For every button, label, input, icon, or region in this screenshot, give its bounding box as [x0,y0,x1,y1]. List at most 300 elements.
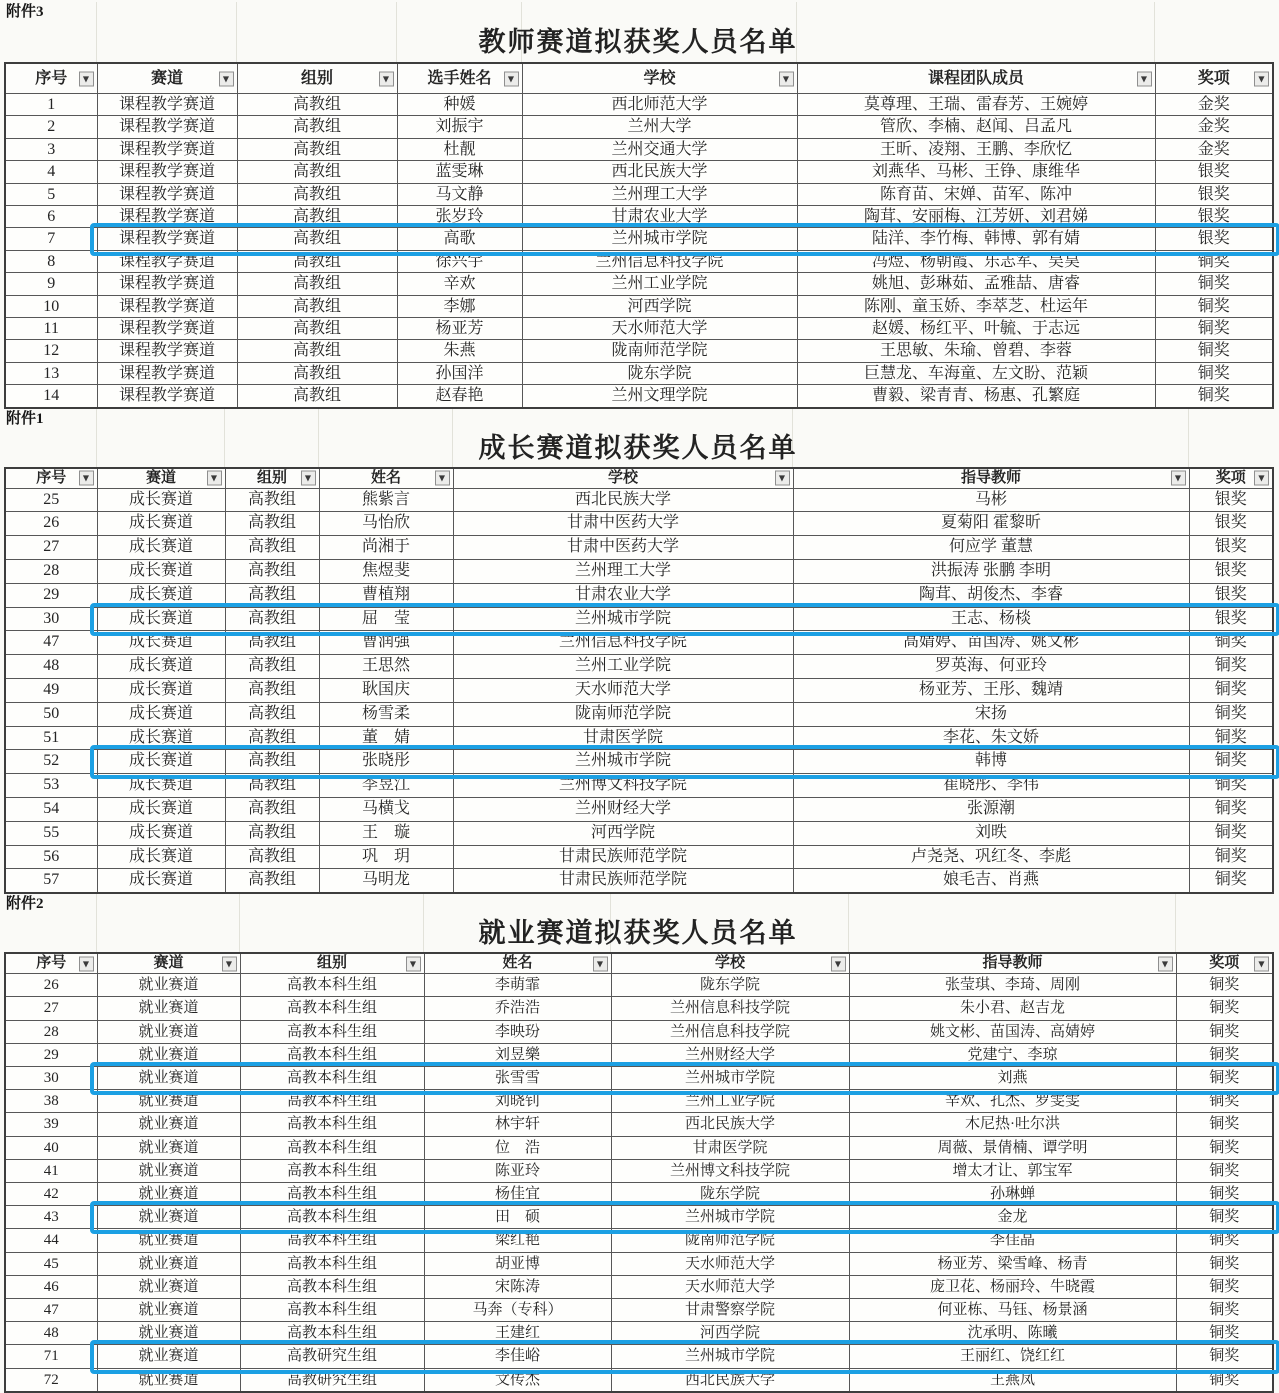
cell[interactable]: 52 [5,750,97,774]
cell[interactable]: 42 [5,1183,97,1206]
cell[interactable]: 王思然 [319,655,453,679]
cell[interactable]: 刘昳 [793,821,1189,845]
cell[interactable]: 13 [5,362,97,384]
cell[interactable]: 成长赛道 [97,702,225,726]
cell[interactable]: 银奖 [1189,512,1273,536]
column-header[interactable] [237,63,397,94]
cell[interactable]: 甘肃医学院 [453,726,793,750]
cell[interactable]: 25 [5,488,97,512]
cell[interactable]: 就业赛道 [97,1113,240,1136]
cell[interactable]: 兰州工业学院 [611,1090,849,1113]
cell[interactable]: 72 [5,1368,97,1392]
cell[interactable]: 10 [5,295,97,317]
cell[interactable]: 高教组 [237,273,397,295]
cell[interactable]: 尚湘于 [319,536,453,560]
cell[interactable]: 甘肃农业大学 [522,206,797,228]
cell[interactable]: 高教本科生组 [240,1136,424,1159]
cell[interactable]: 就业赛道 [97,1229,240,1252]
cell[interactable]: 杨亚芳 [397,318,522,340]
cell[interactable]: 12 [5,340,97,362]
cell[interactable]: 成长赛道 [97,679,225,703]
cell[interactable]: 徐兴宇 [397,250,522,272]
cell[interactable]: 李娜 [397,295,522,317]
cell[interactable]: 兰州财经大学 [453,798,793,822]
cell[interactable]: 课程教学赛道 [97,385,237,408]
cell[interactable]: 兰州城市学院 [611,1206,849,1229]
cell[interactable]: 高教组 [237,138,397,160]
cell[interactable]: 陇南师范学院 [522,340,797,362]
cell[interactable]: 成长赛道 [97,512,225,536]
cell[interactable]: 铜奖 [1176,1345,1273,1368]
cell[interactable]: 43 [5,1206,97,1229]
cell[interactable]: 兰州财经大学 [611,1043,849,1066]
cell[interactable]: 兰州城市学院 [522,228,797,250]
cell[interactable]: 47 [5,1299,97,1322]
cell[interactable]: 高教组 [225,798,319,822]
cell[interactable]: 马文静 [397,183,522,205]
cell[interactable]: 何亚栋、马钰、杨景涵 [849,1299,1176,1322]
filter-arrow-icon[interactable]: ▼ [1254,71,1269,86]
cell[interactable]: 8 [5,250,97,272]
column-header[interactable] [793,468,1189,489]
cell[interactable]: 韩博 [793,750,1189,774]
cell[interactable]: 成长赛道 [97,821,225,845]
cell[interactable]: 马奔（专科） [424,1299,611,1322]
cell[interactable]: 铜奖 [1176,1136,1273,1159]
cell[interactable]: 甘肃中医药大学 [453,512,793,536]
cell[interactable]: 姚旭、彭琳茹、孟雅喆、唐睿 [797,273,1155,295]
cell[interactable]: 兰州城市学院 [611,1345,849,1368]
cell[interactable]: 甘肃警察学院 [611,1299,849,1322]
cell[interactable]: 姚文彬、苗国涛、高婧婷 [849,1020,1176,1043]
cell[interactable]: 高教组 [225,750,319,774]
cell[interactable]: 增太才让、郭宝军 [849,1159,1176,1182]
cell[interactable]: 53 [5,774,97,798]
filter-arrow-icon[interactable]: ▼ [79,956,94,971]
cell[interactable]: 乔浩浩 [424,997,611,1020]
filter-arrow-icon[interactable]: ▼ [593,956,608,971]
cell[interactable]: 高教本科生组 [240,1252,424,1275]
cell[interactable]: 兰州工业学院 [453,655,793,679]
cell[interactable]: 55 [5,821,97,845]
cell[interactable]: 高教组 [237,385,397,408]
cell[interactable]: 银奖 [1189,560,1273,584]
cell[interactable]: 成长赛道 [97,655,225,679]
cell[interactable]: 48 [5,1322,97,1345]
cell[interactable]: 天水师范大学 [611,1275,849,1298]
cell[interactable]: 高教组 [225,583,319,607]
cell[interactable]: 高教组 [225,631,319,655]
cell[interactable]: 李萌霏 [424,974,611,997]
cell[interactable]: 西北民族大学 [522,161,797,183]
cell[interactable]: 王思敏、朱瑜、曾碧、李蓉 [797,340,1155,362]
cell[interactable]: 铜奖 [1189,655,1273,679]
cell[interactable]: 莫尊理、王瑞、雷春芳、王婉婷 [797,94,1155,116]
cell[interactable]: 高教本科生组 [240,1206,424,1229]
cell[interactable]: 辛欢 [397,273,522,295]
cell[interactable]: 课程教学赛道 [97,250,237,272]
cell[interactable]: 银奖 [1155,206,1273,228]
cell[interactable]: 就业赛道 [97,1275,240,1298]
cell[interactable]: 铜奖 [1176,974,1273,997]
cell[interactable]: 铜奖 [1176,1368,1273,1392]
cell[interactable]: 陆洋、李竹梅、韩博、郭有婧 [797,228,1155,250]
cell[interactable]: 56 [5,845,97,869]
cell[interactable]: 高教本科生组 [240,1043,424,1066]
cell[interactable]: 课程教学赛道 [97,318,237,340]
cell[interactable]: 陇东学院 [611,1183,849,1206]
cell[interactable]: 李映玢 [424,1020,611,1043]
cell[interactable]: 兰州工业学院 [522,273,797,295]
cell[interactable]: 河西学院 [611,1322,849,1345]
cell[interactable]: 兰州城市学院 [453,750,793,774]
cell[interactable]: 铜奖 [1189,726,1273,750]
cell[interactable]: 高教组 [237,183,397,205]
cell[interactable]: 银奖 [1155,228,1273,250]
cell[interactable]: 何应学 董慧 [793,536,1189,560]
cell[interactable]: 兰州信息科技学院 [611,997,849,1020]
cell[interactable]: 高教组 [225,655,319,679]
cell[interactable]: 铜奖 [1189,798,1273,822]
cell[interactable]: 木尼热·吐尔洪 [849,1113,1176,1136]
cell[interactable]: 甘肃中医药大学 [453,536,793,560]
cell[interactable]: 李花、朱文娇 [793,726,1189,750]
cell[interactable]: 38 [5,1090,97,1113]
cell[interactable]: 铜奖 [1189,821,1273,845]
cell[interactable]: 李佳峪 [424,1345,611,1368]
cell[interactable]: 46 [5,1275,97,1298]
cell[interactable]: 铜奖 [1176,1322,1273,1345]
cell[interactable]: 铜奖 [1176,1043,1273,1066]
cell[interactable]: 周薇、景倩楠、谭学明 [849,1136,1176,1159]
cell[interactable]: 宋扬 [793,702,1189,726]
cell[interactable]: 就业赛道 [97,1183,240,1206]
cell[interactable]: 高教组 [237,161,397,183]
cell[interactable]: 30 [5,607,97,631]
cell[interactable]: 高教研究生组 [240,1345,424,1368]
cell[interactable]: 成长赛道 [97,488,225,512]
cell[interactable]: 51 [5,726,97,750]
cell[interactable]: 就业赛道 [97,1322,240,1345]
column-header[interactable] [1189,468,1273,489]
cell[interactable]: 铜奖 [1176,1206,1273,1229]
cell[interactable]: 杨亚芳、梁雪峰、杨青 [849,1252,1176,1275]
cell[interactable]: 管欣、李楠、赵闻、吕孟凡 [797,116,1155,138]
filter-arrow-icon[interactable]: ▼ [504,71,519,86]
cell[interactable]: 就业赛道 [97,1020,240,1043]
column-header[interactable] [97,953,240,974]
cell[interactable]: 陈亚玲 [424,1159,611,1182]
cell[interactable]: 高教组 [225,845,319,869]
cell[interactable]: 铜奖 [1189,750,1273,774]
cell[interactable]: 孙国洋 [397,362,522,384]
column-header[interactable] [453,468,793,489]
cell[interactable]: 高教组 [225,679,319,703]
cell[interactable]: 蓝雯琳 [397,161,522,183]
cell[interactable]: 高教组 [237,94,397,116]
filter-arrow-icon[interactable]: ▼ [775,471,790,486]
cell[interactable]: 课程教学赛道 [97,116,237,138]
cell[interactable]: 天水师范大学 [611,1252,849,1275]
cell[interactable]: 董 婧 [319,726,453,750]
cell[interactable]: 高教组 [237,318,397,340]
cell[interactable]: 西北民族大学 [611,1113,849,1136]
cell[interactable]: 兰州城市学院 [453,607,793,631]
cell[interactable]: 杜靓 [397,138,522,160]
cell[interactable]: 熊紫言 [319,488,453,512]
cell[interactable]: 马明龙 [319,869,453,893]
cell[interactable]: 陇南师范学院 [611,1229,849,1252]
cell[interactable]: 梁红艳 [424,1229,611,1252]
cell[interactable]: 铜奖 [1176,1299,1273,1322]
filter-arrow-icon[interactable]: ▼ [1171,471,1186,486]
cell[interactable]: 29 [5,583,97,607]
cell[interactable]: 4 [5,161,97,183]
cell[interactable]: 河西学院 [522,295,797,317]
cell[interactable]: 文传杰 [424,1368,611,1392]
cell[interactable]: 71 [5,1345,97,1368]
cell[interactable]: 40 [5,1136,97,1159]
cell[interactable]: 39 [5,1113,97,1136]
cell[interactable]: 就业赛道 [97,997,240,1020]
cell[interactable]: 铜奖 [1176,1090,1273,1113]
cell[interactable]: 高教组 [225,512,319,536]
cell[interactable]: 就业赛道 [97,1345,240,1368]
cell[interactable]: 44 [5,1229,97,1252]
cell[interactable]: 3 [5,138,97,160]
cell[interactable]: 兰州文理学院 [522,385,797,408]
cell[interactable]: 银奖 [1155,183,1273,205]
cell[interactable]: 甘肃民族师范学院 [453,845,793,869]
cell[interactable]: 成长赛道 [97,631,225,655]
column-header[interactable] [5,953,97,974]
cell[interactable]: 高教组 [237,362,397,384]
cell[interactable]: 高教本科生组 [240,1183,424,1206]
column-header[interactable] [397,63,522,94]
cell[interactable]: 高教组 [237,228,397,250]
cell[interactable]: 就业赛道 [97,974,240,997]
cell[interactable]: 张源潮 [793,798,1189,822]
cell[interactable]: 5 [5,183,97,205]
cell[interactable]: 曹植翔 [319,583,453,607]
cell[interactable]: 高教本科生组 [240,1067,424,1090]
column-header[interactable] [5,63,97,94]
cell[interactable]: 铜奖 [1176,1275,1273,1298]
cell[interactable]: 26 [5,974,97,997]
cell[interactable]: 1 [5,94,97,116]
cell[interactable]: 高教本科生组 [240,997,424,1020]
cell[interactable]: 王建红 [424,1322,611,1345]
cell[interactable]: 28 [5,1020,97,1043]
cell[interactable]: 成长赛道 [97,560,225,584]
cell[interactable]: 刘振宇 [397,116,522,138]
cell[interactable]: 陇东学院 [611,974,849,997]
filter-arrow-icon[interactable]: ▼ [406,956,421,971]
cell[interactable]: 高婧婷、苗国涛、姚文彬 [793,631,1189,655]
cell[interactable]: 铜奖 [1189,845,1273,869]
cell[interactable]: 14 [5,385,97,408]
cell[interactable]: 甘肃农业大学 [453,583,793,607]
cell[interactable]: 田 硕 [424,1206,611,1229]
cell[interactable]: 50 [5,702,97,726]
cell[interactable]: 杨佳宜 [424,1183,611,1206]
cell[interactable]: 刘燕华、马彬、王铮、康维华 [797,161,1155,183]
cell[interactable]: 巩 玥 [319,845,453,869]
cell[interactable]: 王丽红、饶红红 [849,1345,1176,1368]
cell[interactable]: 成长赛道 [97,583,225,607]
cell[interactable]: 耿国庆 [319,679,453,703]
cell[interactable]: 孙琳蝉 [849,1183,1176,1206]
column-header[interactable] [225,468,319,489]
cell[interactable]: 兰州博文科技学院 [453,774,793,798]
filter-arrow-icon[interactable]: ▼ [1137,71,1152,86]
cell[interactable]: 9 [5,273,97,295]
cell[interactable]: 胡亚博 [424,1252,611,1275]
cell[interactable]: 金奖 [1155,138,1273,160]
cell[interactable]: 铜奖 [1189,631,1273,655]
cell[interactable]: 成长赛道 [97,869,225,893]
cell[interactable]: 兰州交通大学 [522,138,797,160]
cell[interactable]: 就业赛道 [97,1090,240,1113]
cell[interactable]: 西北师范大学 [522,94,797,116]
cell[interactable]: 57 [5,869,97,893]
cell[interactable]: 党建宁、李琼 [849,1043,1176,1066]
cell[interactable]: 就业赛道 [97,1136,240,1159]
cell[interactable]: 刘燕 [849,1067,1176,1090]
cell[interactable]: 王 璇 [319,821,453,845]
cell[interactable]: 金龙 [849,1206,1176,1229]
cell[interactable]: 高教组 [225,536,319,560]
cell[interactable]: 铜奖 [1155,340,1273,362]
column-header[interactable] [1176,953,1273,974]
cell[interactable]: 朱燕 [397,340,522,362]
cell[interactable]: 西北民族大学 [453,488,793,512]
filter-arrow-icon[interactable]: ▼ [219,71,234,86]
cell[interactable]: 49 [5,679,97,703]
cell[interactable]: 高教组 [225,774,319,798]
filter-arrow-icon[interactable]: ▼ [79,471,94,486]
cell[interactable]: 陇南师范学院 [453,702,793,726]
cell[interactable]: 河西学院 [453,821,793,845]
cell[interactable]: 高教组 [225,607,319,631]
cell[interactable]: 兰州城市学院 [611,1067,849,1090]
cell[interactable]: 兰州信息科技学院 [611,1020,849,1043]
cell[interactable]: 甘肃医学院 [611,1136,849,1159]
cell[interactable]: 铜奖 [1176,1183,1273,1206]
cell[interactable]: 铜奖 [1189,679,1273,703]
cell[interactable]: 高教组 [237,295,397,317]
column-header[interactable] [849,953,1176,974]
cell[interactable]: 银奖 [1189,607,1273,631]
cell[interactable]: 成长赛道 [97,845,225,869]
cell[interactable]: 高教本科生组 [240,1020,424,1043]
cell[interactable]: 娘毛吉、肖燕 [793,869,1189,893]
column-header[interactable] [424,953,611,974]
cell[interactable]: 7 [5,228,97,250]
cell[interactable]: 张雪雪 [424,1067,611,1090]
cell[interactable]: 屈 莹 [319,607,453,631]
filter-arrow-icon[interactable]: ▼ [779,71,794,86]
cell[interactable]: 西北民族大学 [611,1368,849,1392]
cell[interactable]: 课程教学赛道 [97,273,237,295]
cell[interactable]: 马怡欣 [319,512,453,536]
column-header[interactable] [611,953,849,974]
cell[interactable]: 陶茸、胡俊杰、李睿 [793,583,1189,607]
cell[interactable]: 铜奖 [1176,997,1273,1020]
cell[interactable]: 种媛 [397,94,522,116]
column-header[interactable] [97,468,225,489]
cell[interactable]: 成长赛道 [97,774,225,798]
column-header[interactable] [522,63,797,94]
cell[interactable]: 高教本科生组 [240,1113,424,1136]
cell[interactable]: 铜奖 [1189,869,1273,893]
cell[interactable]: 高教组 [237,250,397,272]
cell[interactable]: 金奖 [1155,116,1273,138]
cell[interactable]: 铜奖 [1155,385,1273,408]
cell[interactable]: 陈育苗、宋婵、苗军、陈冲 [797,183,1155,205]
filter-arrow-icon[interactable]: ▼ [1254,471,1269,486]
cell[interactable]: 48 [5,655,97,679]
cell[interactable]: 铜奖 [1176,1229,1273,1252]
cell[interactable]: 陶茸、安丽梅、江芳妍、刘君娣 [797,206,1155,228]
cell[interactable]: 就业赛道 [97,1206,240,1229]
cell[interactable]: 刘晓钊 [424,1090,611,1113]
cell[interactable]: 就业赛道 [97,1043,240,1066]
cell[interactable]: 铜奖 [1155,318,1273,340]
cell[interactable]: 张莹琪、李琦、周刚 [849,974,1176,997]
cell[interactable]: 课程教学赛道 [97,362,237,384]
cell[interactable]: 铜奖 [1155,295,1273,317]
cell[interactable]: 成长赛道 [97,798,225,822]
column-header[interactable] [797,63,1155,94]
cell[interactable]: 课程教学赛道 [97,161,237,183]
cell[interactable]: 课程教学赛道 [97,295,237,317]
cell[interactable]: 高教组 [237,116,397,138]
cell[interactable]: 课程教学赛道 [97,138,237,160]
cell[interactable]: 罗英海、何亚玲 [793,655,1189,679]
cell[interactable]: 兰州博文科技学院 [611,1159,849,1182]
cell[interactable]: 兰州理工大学 [522,183,797,205]
cell[interactable]: 高教组 [237,340,397,362]
filter-arrow-icon[interactable]: ▼ [379,71,394,86]
cell[interactable]: 成长赛道 [97,750,225,774]
cell[interactable]: 银奖 [1189,488,1273,512]
cell[interactable]: 杨雪柔 [319,702,453,726]
cell[interactable]: 高教组 [225,821,319,845]
cell[interactable]: 宋陈涛 [424,1275,611,1298]
cell[interactable]: 29 [5,1043,97,1066]
column-header[interactable] [97,63,237,94]
cell[interactable]: 高教组 [225,702,319,726]
filter-arrow-icon[interactable]: ▼ [79,71,94,86]
cell[interactable]: 金奖 [1155,94,1273,116]
cell[interactable]: 张晓彤 [319,750,453,774]
cell[interactable]: 杨亚芳、王彤、魏靖 [793,679,1189,703]
cell[interactable]: 庞卫花、杨丽玲、牛晓霞 [849,1275,1176,1298]
column-header[interactable] [240,953,424,974]
cell[interactable]: 崔晓彤、李伟 [793,774,1189,798]
cell[interactable]: 27 [5,997,97,1020]
cell[interactable]: 兰州大学 [522,116,797,138]
cell[interactable]: 27 [5,536,97,560]
column-header[interactable] [319,468,453,489]
cell[interactable]: 45 [5,1252,97,1275]
cell[interactable]: 王昕、凌翔、王鹏、李欣忆 [797,138,1155,160]
cell[interactable]: 就业赛道 [97,1252,240,1275]
cell[interactable]: 高教本科生组 [240,1322,424,1345]
cell[interactable]: 银奖 [1189,536,1273,560]
cell[interactable]: 铜奖 [1176,1113,1273,1136]
